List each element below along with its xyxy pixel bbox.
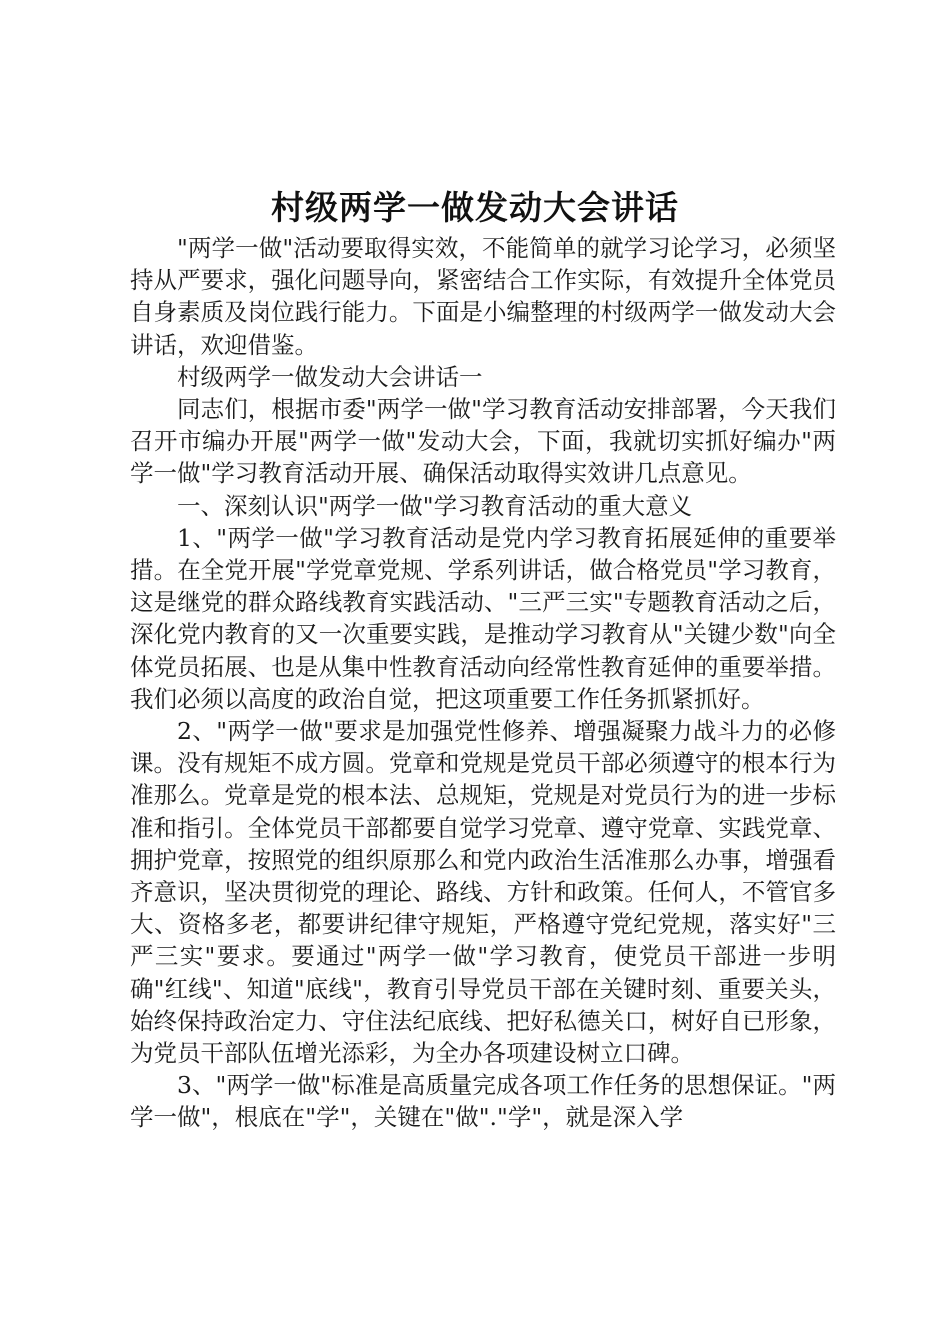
document-body	[130, 232, 836, 1134]
point-3-paragraph: 3、"两学一做"标准是高质量完成各项工作任务的思想保证。"两学一做"，根底在"学"，关键在"做"."学"，就是深入学	[130, 1071, 836, 1132]
opening-paragraph: 同志们，根据市委"两学一做"学习教育活动安排部署，今天我们召开市编办开展"两学一做"发动大会，下面，我就切实抓好编办"两学一做"学习教育活动开展、确保活动取得实效讲几点意见。	[130, 395, 836, 488]
point-1-paragraph: 1、"两学一做"学习教育活动是党内学习教育拓展延伸的重要举措。在全党开展"学党章党规、学系列讲话，做合格党员"学习教育，这是继党的群众路线教育实践活动、"三严三实"专题教育活动之后，深化党内教育的又一次重要实践，是推动学习教育从"关键少数"向全体党员拓展、也是从集中性教育活动向经常性教育延伸的重要举措。我们必须以高度的政治自觉，把这项重要工作任务抓紧抓好。	[130, 523, 836, 713]
point-2-paragraph: 2、"两学一做"要求是加强党性修养、增强凝聚力战斗力的必修课。没有规矩不成方圆。党章和党规是党员干部必须遵守的根本行为准那么。党章是党的根本法、总规矩，党规是对党员行为的进一步标准和指引。全体党员干部都要自觉学习党章、遵守党章、实践党章、拥护党章，按照党的组织原那么和党内政治生活准那么办事，增强看齐意识，坚决贯彻党的理论、路线、方针和政策。任何人，不管官多大、资格多老，都要讲纪律守规矩，严格遵守党纪党规，落实好"三严三实"要求。要通过"两学一做"学习教育，使党员干部进一步明确"红线"、知道"底线"，教育引导党员干部在关键时刻、重要关头，始终保持政治定力、守住法纪底线、把好私德关口，树好自已形象，为党员干部队伍增光添彩，为全办各项建设树立口碑。	[130, 717, 836, 1068]
intro-paragraph: "两学一做"活动要取得实效，不能简单的就学习论学习，必须坚持从严要求，强化问题导向，紧密结合工作实际，有效提升全体党员自身素质及岗位践行能力。下面是小编整理的村级两学一做发动大会讲话，欢迎借鉴。	[130, 234, 836, 359]
section-heading: 一、深刻认识"两学一做"学习教育活动的重大意义	[177, 491, 693, 520]
speech-subtitle: 村级两学一做发动大会讲话一	[177, 362, 483, 391]
document-title: 村级两学一做发动大会讲话	[271, 188, 679, 227]
